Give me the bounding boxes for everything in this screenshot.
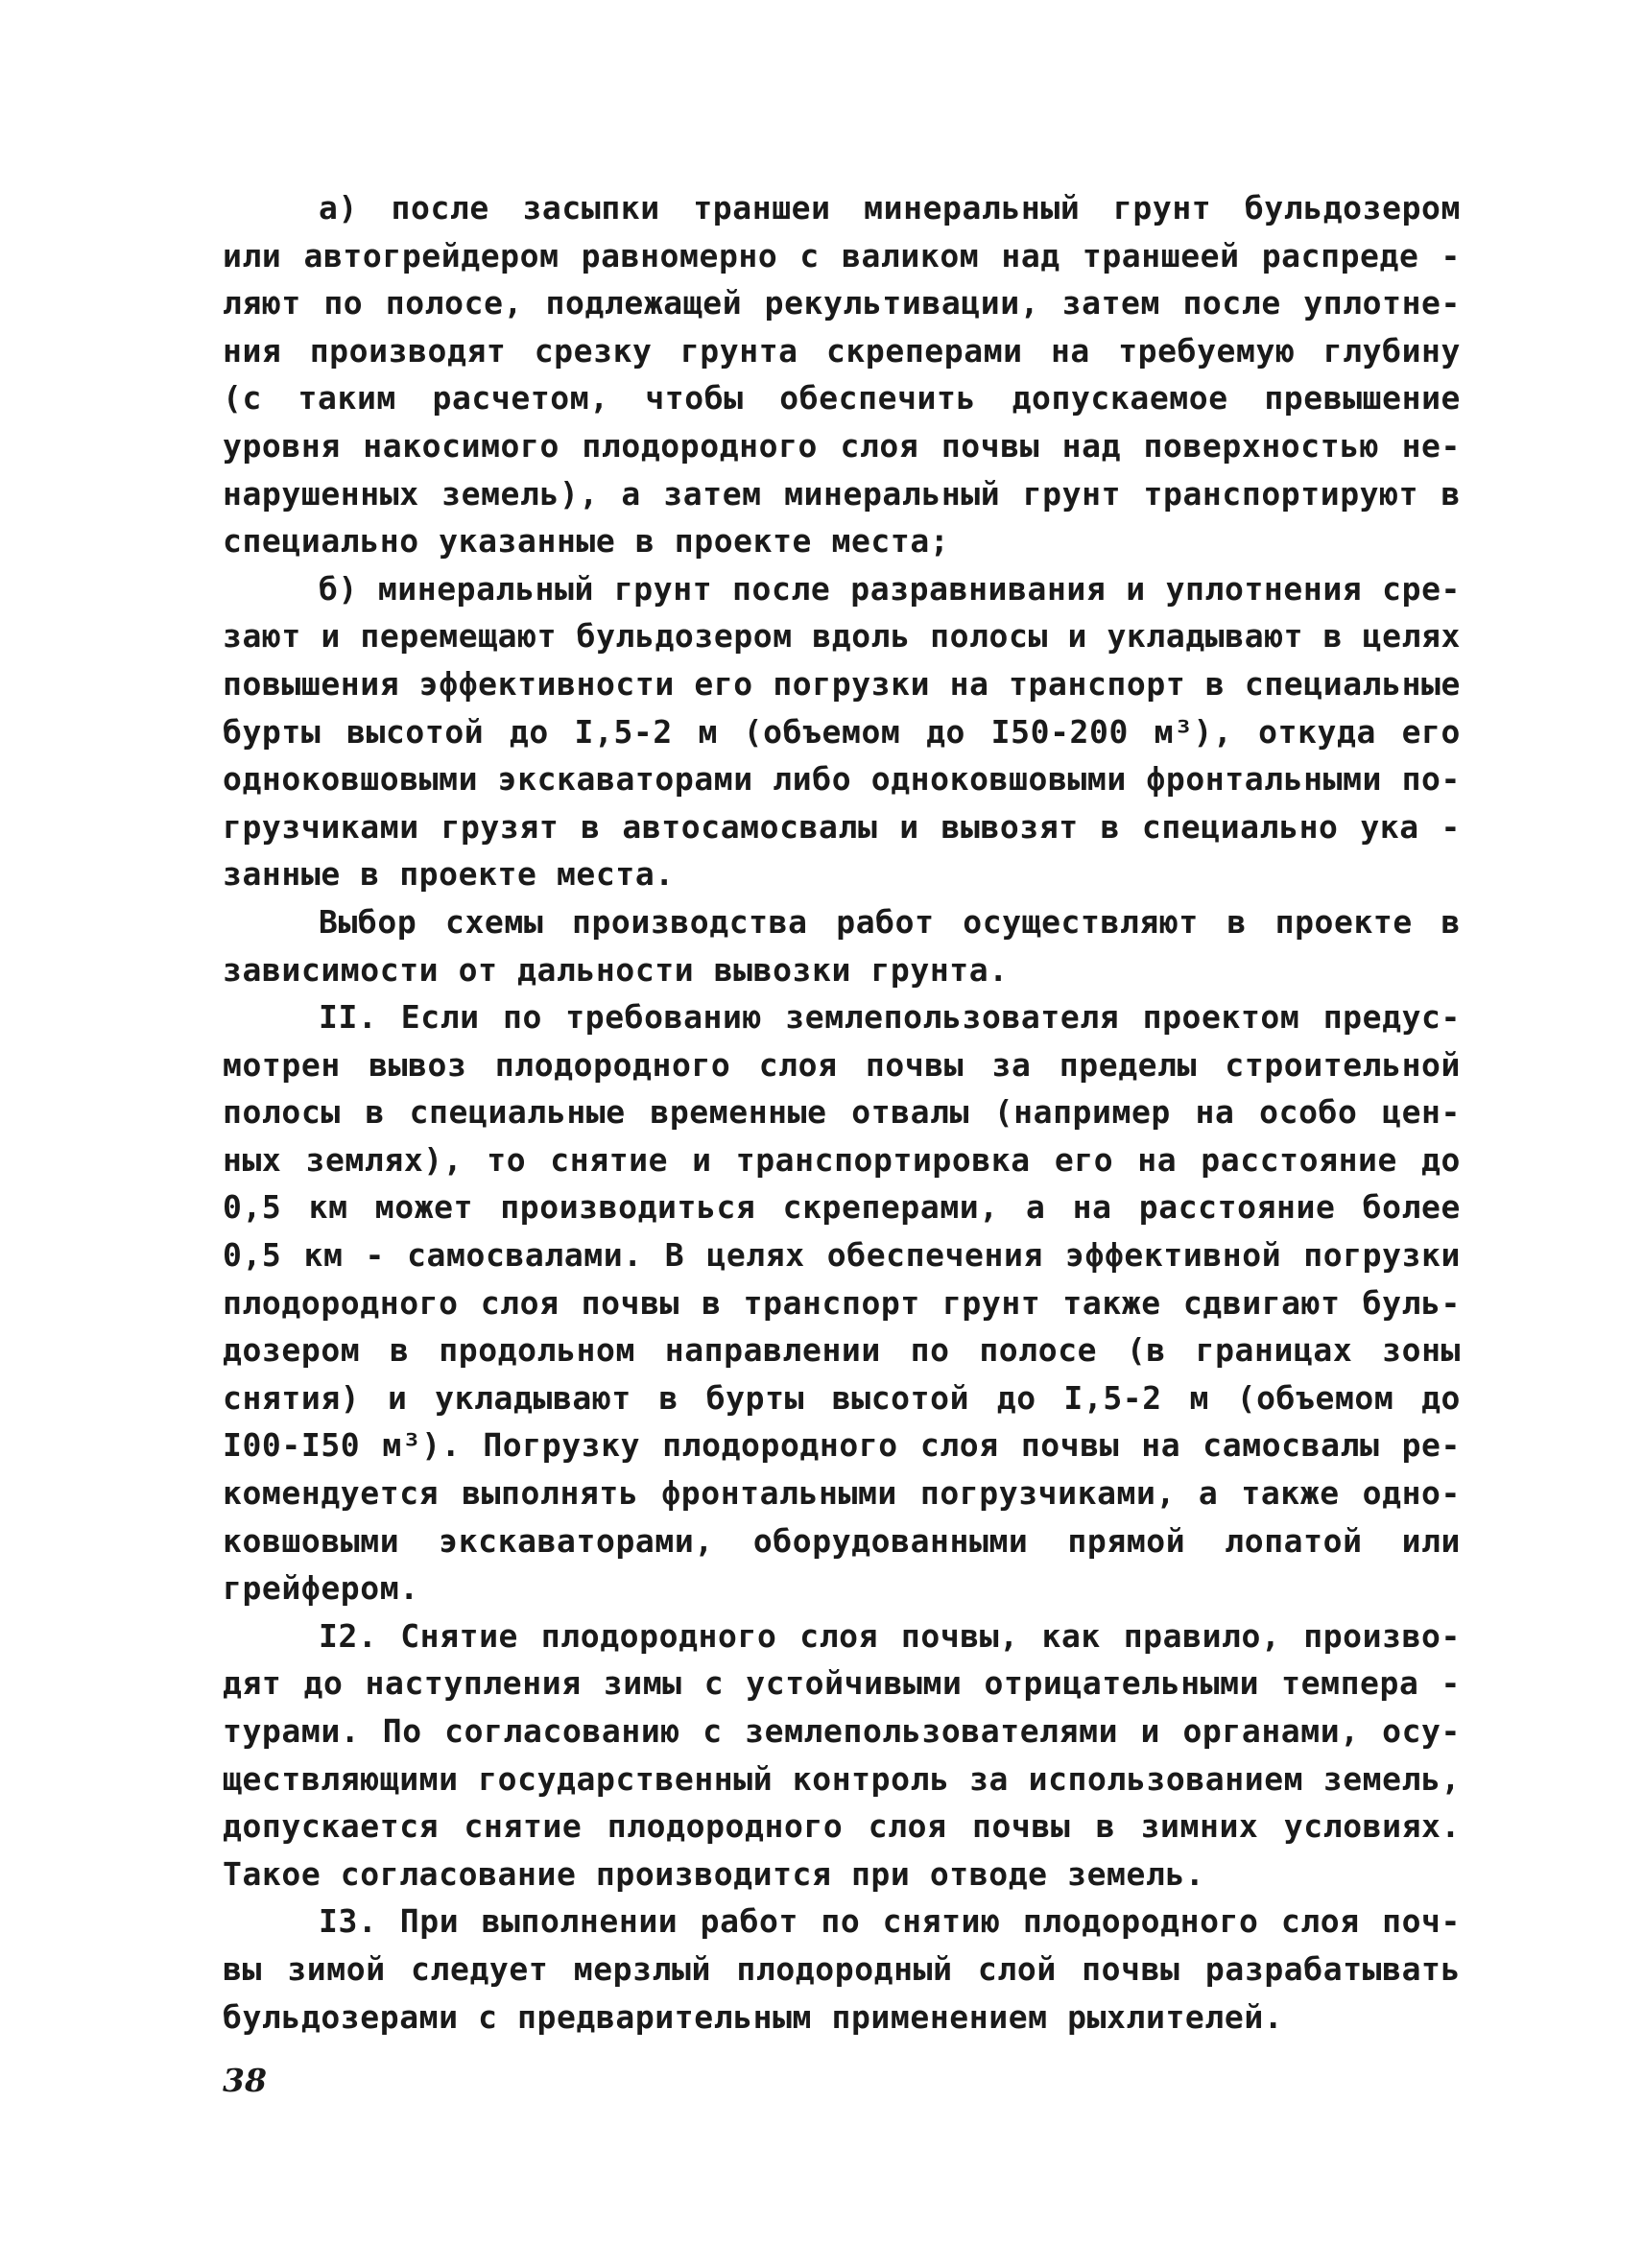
text-line: одноковшовыми экскаваторами либо одноковшовыми фронтальными по- [223, 760, 1461, 799]
text-line: (с таким расчетом, чтобы обеспечить допускаемое превышение [223, 379, 1461, 418]
text-line: грейфером. [223, 1569, 419, 1608]
text-line: полосы в специальные временные отвалы (например на особо цен- [223, 1093, 1461, 1132]
text-line: ных землях), то снятие и транспортировка его на расстояние до [223, 1140, 1461, 1179]
text-line: или автогрейдером равномерно с валиком над траншеей распреде - [223, 236, 1461, 275]
text-line: плодородного слоя почвы в транспорт грунт также сдвигают буль- [223, 1283, 1461, 1322]
text-line: грузчиками грузят в автосамосвалы и вывозят в специально ука - [223, 807, 1461, 846]
text-line: ковшовыми экскаваторами, оборудованными прямой лопатой или [223, 1521, 1461, 1560]
text-line: бурты высотой до I,5-2 м (объемом до I50-200 м³), откуда его [223, 712, 1461, 751]
text-line: ществляющими государственный контроль за использованием земель, [223, 1759, 1461, 1798]
text-line: дозером в продольном направлении по полосе (в границах зоны [223, 1331, 1461, 1370]
text-line: 0,5 км - самосвалами. В целях обеспечения эффективной погрузки [223, 1236, 1461, 1275]
text-line: бульдозерами с предварительным применением рыхлителей. [223, 1997, 1284, 2036]
text-line: зают и перемещают бульдозером вдоль полосы и укладывают в целях [223, 617, 1461, 656]
text-line: ляют по полосе, подлежащей рекультивации, затем после уплотне- [223, 284, 1461, 322]
text-line: II. Если по требованию землепользователя проектом предус- [319, 998, 1461, 1037]
text-line: вы зимой следует мерзлый плодородный слой почвы разрабатывать [223, 1949, 1461, 1988]
text-line: допускается снятие плодородного слоя почвы в зимних условиях. [223, 1807, 1461, 1846]
text-line: I2. Снятие плодородного слоя почвы, как правило, произво- [319, 1616, 1461, 1655]
text-line: 0,5 км может производиться скреперами, а на расстояние более [223, 1188, 1461, 1227]
text-line: дят до наступления зимы с устойчивыми отрицательными темпера - [223, 1664, 1461, 1703]
text-line: турами. По согласованию с землепользователями и органами, осу- [223, 1712, 1461, 1750]
text-line: специально указанные в проекте места; [223, 522, 950, 561]
text-line: занные в проекте места. [223, 855, 675, 894]
text-line: I3. При выполнении работ по снятию плодородного слоя поч- [319, 1902, 1461, 1941]
text-line: комендуется выполнять фронтальными погрузчиками, а также одно- [223, 1474, 1461, 1513]
text-line: б) минеральный грунт после разравнивания и уплотнения сре- [319, 569, 1461, 608]
body-text [223, 184, 1461, 2041]
text-line: уровня накосимого плодородного слоя почвы над поверхностью не- [223, 426, 1461, 465]
text-line: Такое согласование производится при отводе земель. [223, 1854, 1205, 1893]
text-line: мотрен вывоз плодородного слоя почвы за пределы строительной [223, 1045, 1461, 1084]
text-line: Выбор схемы производства работ осуществляют в проекте в [319, 902, 1461, 941]
text-line: повышения эффективности его погрузки на транспорт в специальные [223, 664, 1461, 703]
page-number: 38 [223, 2062, 267, 2099]
text-line: нарушенных земель), а затем минеральный грунт транспортируют в [223, 474, 1461, 513]
text-line: а) после засыпки траншеи минеральный грунт бульдозером [319, 189, 1461, 227]
text-line: ния производят срезку грунта скреперами на требуемую глубину [223, 331, 1461, 370]
text-line: I00-I50 м³). Погрузку плодородного слоя почвы на самосвалы ре- [223, 1426, 1461, 1465]
text-line: зависимости от дальности вывозки грунта. [223, 950, 1009, 989]
text-line: снятия) и укладывают в бурты высотой до I,5-2 м (объемом до [223, 1378, 1461, 1417]
